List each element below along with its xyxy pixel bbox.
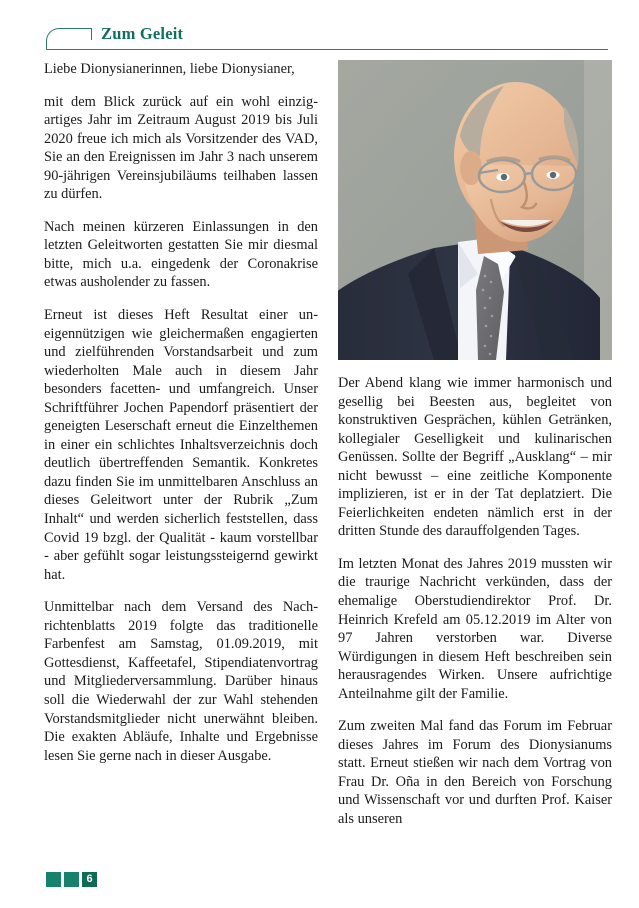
- portrait-photo: [338, 60, 612, 360]
- paragraph: Zum zweiten Mal fand das Forum im Februar dieses Jahres im Forum des Dionysianums statt. Erneut stießen wir nach dem Vortrag von Frau Dr. Oña in den Bereich von Forschung und Wissenschaft vor und durften Prof. Kaiser als unseren: [338, 718, 612, 828]
- paragraph: mit dem Blick zurück auf ein wohl einzigartiges Jahr im Zeitraum August 2019 bis Juli 2020 freue ich mich als Vorsitzender des VAD, Sie an den Ereignissen im Jahr 3 nach unserem 90-jährigen Vereinsjubiläums teilhaben lassen zu dürfen.: [44, 93, 318, 203]
- text-column-left: [44, 60, 318, 765]
- page-number: 6: [86, 873, 93, 885]
- paragraph: Nach meinen kürzeren Einlassungen in den letzten Geleitworten gestatten Sie mir diesmal bitte, mich u.a. eingedenk der Coronakrise etwas ausholender zu fassen.: [44, 218, 318, 291]
- paragraph: Im letzten Monat des Jahres 2019 mussten wir die traurige Nachricht verkünden, dass der ehemalige Oberstudiendirektor Prof. Dr. Heinrich Krefeld am 05.12.2019 im Alter von 97 Jahren verstorben war. Diverse Würdigungen in diesem Heft beschreiben sein herausragendes Wirken. Unsere aufrichtige Anteilnahme gilt der Familie.: [338, 555, 612, 702]
- portrait-illustration: [338, 60, 612, 360]
- paragraph: Liebe Dionysianerinnen, liebe Dionysianer,: [44, 61, 295, 77]
- paragraph: Erneut ist dieses Heft Resultat einer uneigennützigen wie gleichermaßen engagierten und zielführenden Vorstandsarbeit und zum wiederholten Male auch in diesem Jahr besonders facetten- und umfangreich. Unser Schriftführer Jochen Papendorf präsentiert der geneigten Leserschaft erneut die Einzelthemen in einer ein schlichtes Inhaltsverzeichnis doch deutlich übertreffenden Semantik. Konkretes dazu finden Sie im unmittelbaren Anschluss an dieses Geleitwort unter der Rubrik „Zum Inhalt“ und werden sicherlich feststellen, dass Covid 19 bzgl. der Qualität - kaum vorstellbar - aber gefühlt sogar leistungssteigernd gewirkt hat.: [44, 307, 318, 583]
- paragraph: Der Abend klang wie immer harmonisch und gesellig bei Beesten aus, begleitet von konstruktiven Gesprächen, kühlen Getränken, kollegialer Geselligkeit und kulinarischen Genüssen. Sollte der Begriff „Ausklang“ – mir nicht bewusst – eine zeitliche Komponente implizieren, ist er in der Tat deplatziert. Die Feierlichkeiten endeten nämlich erst in der dritten Stunde des darauffolgenden Tages.: [338, 375, 612, 540]
- header-divider: [46, 49, 608, 50]
- section-header: [44, 24, 608, 54]
- page-number-badge: [82, 872, 97, 887]
- text-column-right: [338, 60, 612, 829]
- header-bracket-decoration: [46, 28, 92, 50]
- paragraph: Unmittelbar nach dem Versand des Nachrichtenblatts 2019 folgte das traditionelle Farbenfest am Samstag, 01.09.2019, mit Gottesdienst, Kaffeetafel, Stipendiatenvortrag und Mitgliederversammlung. Darüber hinaus soll die Wiederwahl der zur Wahl stehenden Vorstandsmitglieder nicht unerwähnt bleiben. Die exakten Abläufe, Inhalte und Ergebnisse lesen Sie gerne nach in dieser Ausgabe.: [44, 599, 318, 764]
- page-title: Zum Geleit: [101, 24, 184, 43]
- footer-marker-square: [64, 872, 79, 887]
- footer-marker-square: [46, 872, 61, 887]
- page-footer: [46, 872, 97, 887]
